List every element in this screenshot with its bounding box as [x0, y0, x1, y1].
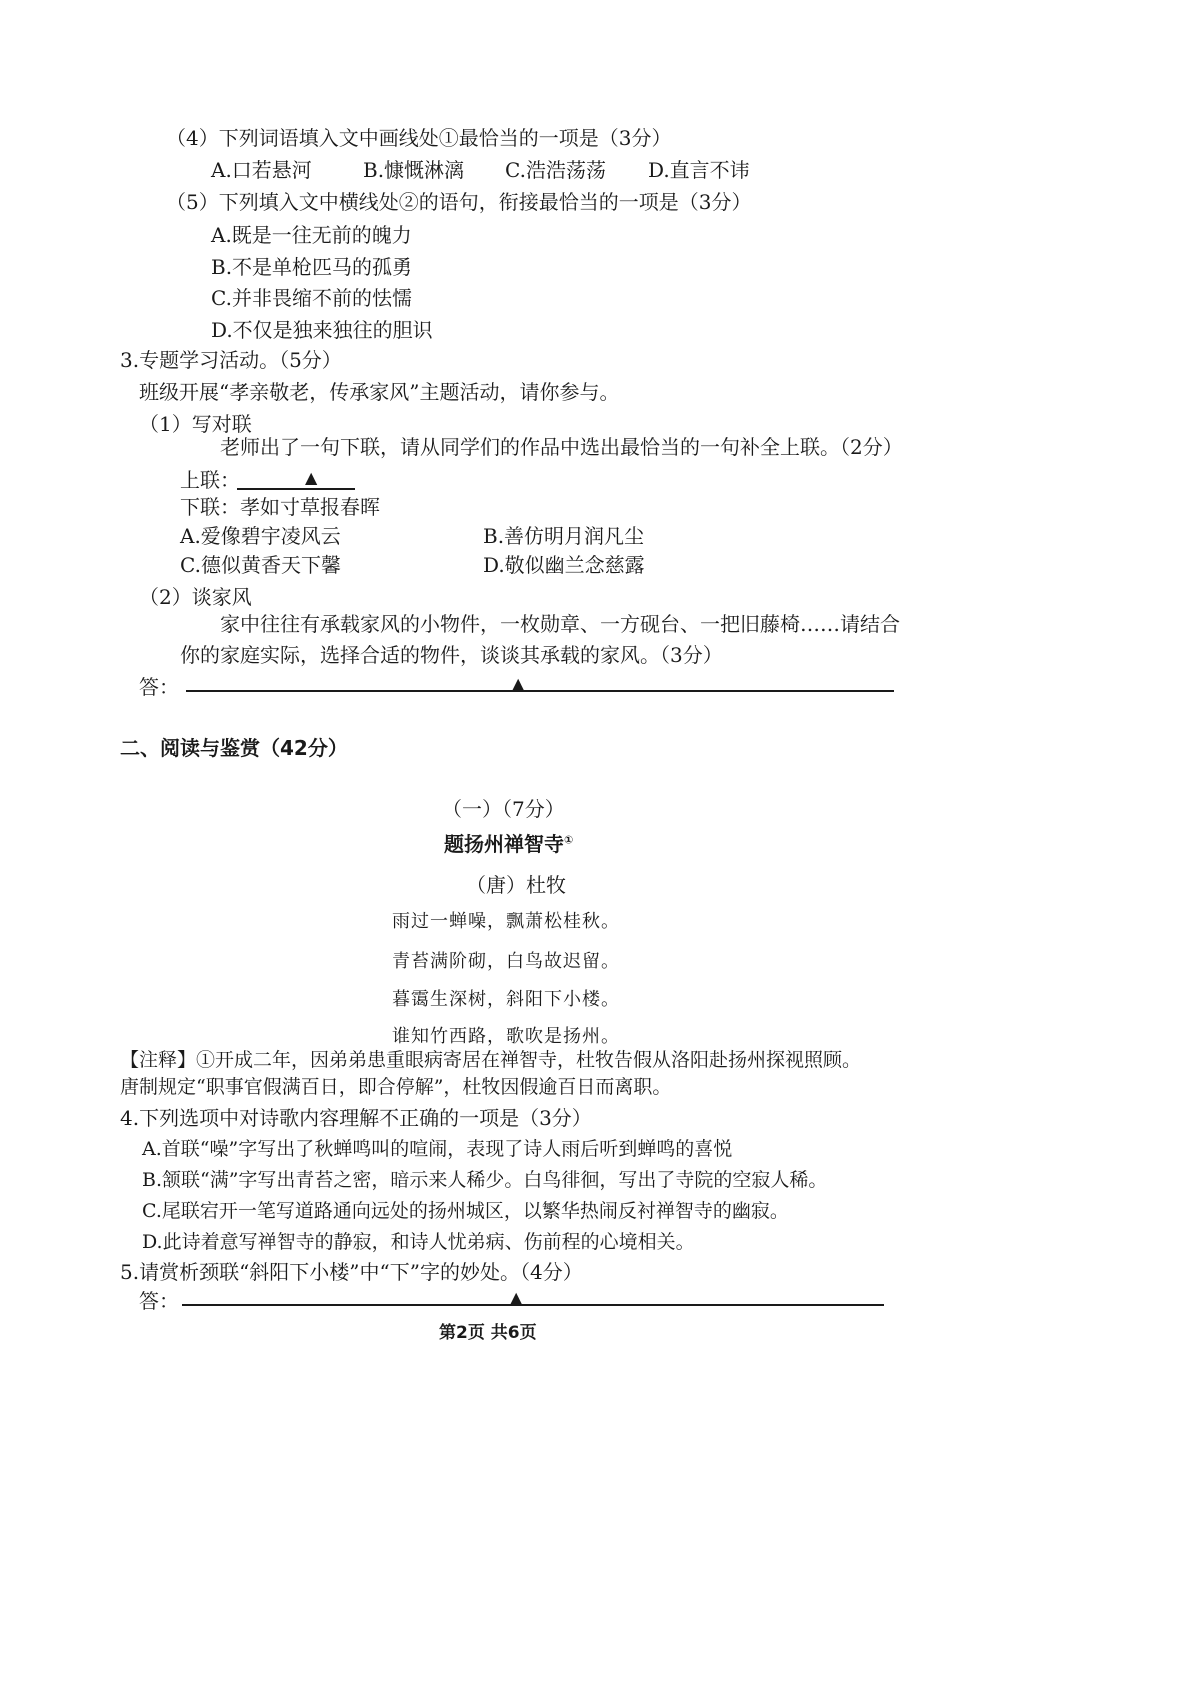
answer-marker: ▲ — [512, 674, 525, 693]
poem-title-note-mark: ① — [564, 833, 574, 847]
couplet-option-a: A.爱像碧宇凌风云 — [180, 524, 341, 548]
q4-stem: 4.下列选项中对诗歌内容理解不正确的一项是（3分） — [120, 1106, 592, 1130]
section-title: 二、阅读与鉴赏（42分） — [120, 736, 348, 760]
poem-title — [444, 834, 573, 854]
poem-title-text: 题扬州禅智寺 — [444, 832, 564, 856]
q3-1-desc: 老师出了一句下联，请从同学们的作品中选出最恰当的一句补全上联。（2分） — [220, 435, 903, 459]
couplet-option-b: B.善仿明月润凡尘 — [483, 524, 645, 548]
q3-2-answer-line — [186, 690, 894, 692]
q2-5-option-c: C.并非畏缩不前的怯懦 — [211, 286, 412, 310]
q4-option-a: A.首联“噪”字写出了秋蝉鸣叫的喧闹，表现了诗人雨后听到蝉鸣的喜悦 — [142, 1138, 733, 1160]
q3-1-title: （1）写对联 — [139, 412, 252, 436]
q2-4-option-d: D.直言不讳 — [648, 158, 750, 182]
q2-5-option-b: B.不是单枪匹马的孤勇 — [211, 255, 413, 279]
q2-4-stem: （4）下列词语填入文中画线处①最恰当的一项是（3分） — [166, 126, 672, 150]
q2-4-option-c: C.浩浩荡荡 — [505, 158, 606, 182]
q3-2-title: （2）谈家风 — [139, 585, 252, 609]
q2-5-stem: （5）下列填入文中横线处②的语句，衔接最恰当的一项是（3分） — [166, 190, 752, 214]
q3-2-desc-2: 你的家庭实际，选择合适的物件，谈谈其承载的家风。（3分） — [180, 643, 723, 667]
answer-marker: ▲ — [510, 1288, 523, 1307]
q3-intro: 班级开展“孝亲敬老，传承家风”主题活动，请你参与。 — [139, 380, 620, 404]
poem-author: （唐）杜牧 — [466, 873, 566, 897]
q4-option-b: B.颔联“满”字写出青苔之密，暗示来人稀少。白鸟徘徊，写出了寺院的空寂人稀。 — [142, 1169, 828, 1191]
poem-line: 雨过一蝉噪，飘萧松桂秋。 — [392, 911, 620, 932]
q2-5-option-d: D.不仅是独来独往的胆识 — [211, 318, 433, 342]
q3-2-desc-1: 家中往往有承载家风的小物件，一枚勋章、一方砚台、一把旧藤椅……请结合 — [220, 612, 900, 636]
poem-line: 青苔满阶砌，白鸟故迟留。 — [392, 951, 620, 972]
q2-4-option-a: A.口若悬河 — [211, 158, 312, 182]
couplet-option-d: D.敬似幽兰念慈露 — [483, 553, 645, 577]
poem-line: 暮霭生深树，斜阳下小楼。 — [392, 989, 620, 1010]
q5-answer-line — [182, 1304, 884, 1306]
poem-line: 谁知竹西路，歌吹是扬州。 — [392, 1026, 620, 1047]
couplet-option-c: C.德似黄香天下馨 — [180, 553, 341, 577]
couplet-upper-blank — [237, 488, 355, 490]
q5-answer-label: 答： — [139, 1289, 179, 1313]
q5-stem: 5.请赏析颈联“斜阳下小楼”中“下”字的妙处。（4分） — [120, 1260, 583, 1284]
q2-4-option-b: B.慷慨淋漓 — [363, 158, 465, 182]
q4-option-c: C.尾联宕开一笔写道路通向远处的扬州城区，以繁华热闹反衬禅智寺的幽寂。 — [142, 1200, 789, 1222]
page-footer: 第2页 共6页 — [439, 1323, 537, 1343]
part-one-title: （一）（7分） — [442, 797, 565, 821]
answer-marker: ▲ — [305, 468, 318, 487]
q3-2-answer-label: 答： — [139, 675, 179, 699]
poem-note-1: 【注释】①开成二年，因弟弟患重眼病寄居在禅智寺，杜牧告假从洛阳赴扬州探视照顾。 — [120, 1049, 862, 1071]
q4-option-d: D.此诗着意写禅智寺的静寂，和诗人忧弟病、伤前程的心境相关。 — [142, 1231, 695, 1253]
couplet-lower: 下联：孝如寸草报春晖 — [180, 495, 380, 519]
couplet-upper-label: 上联： — [180, 468, 240, 492]
q2-5-option-a: A.既是一往无前的魄力 — [211, 223, 412, 247]
poem-note-2: 唐制规定“职事官假满百日，即合停解”，杜牧因假逾百日而离职。 — [120, 1076, 672, 1098]
q3-title: 3.专题学习活动。（5分） — [120, 348, 342, 372]
